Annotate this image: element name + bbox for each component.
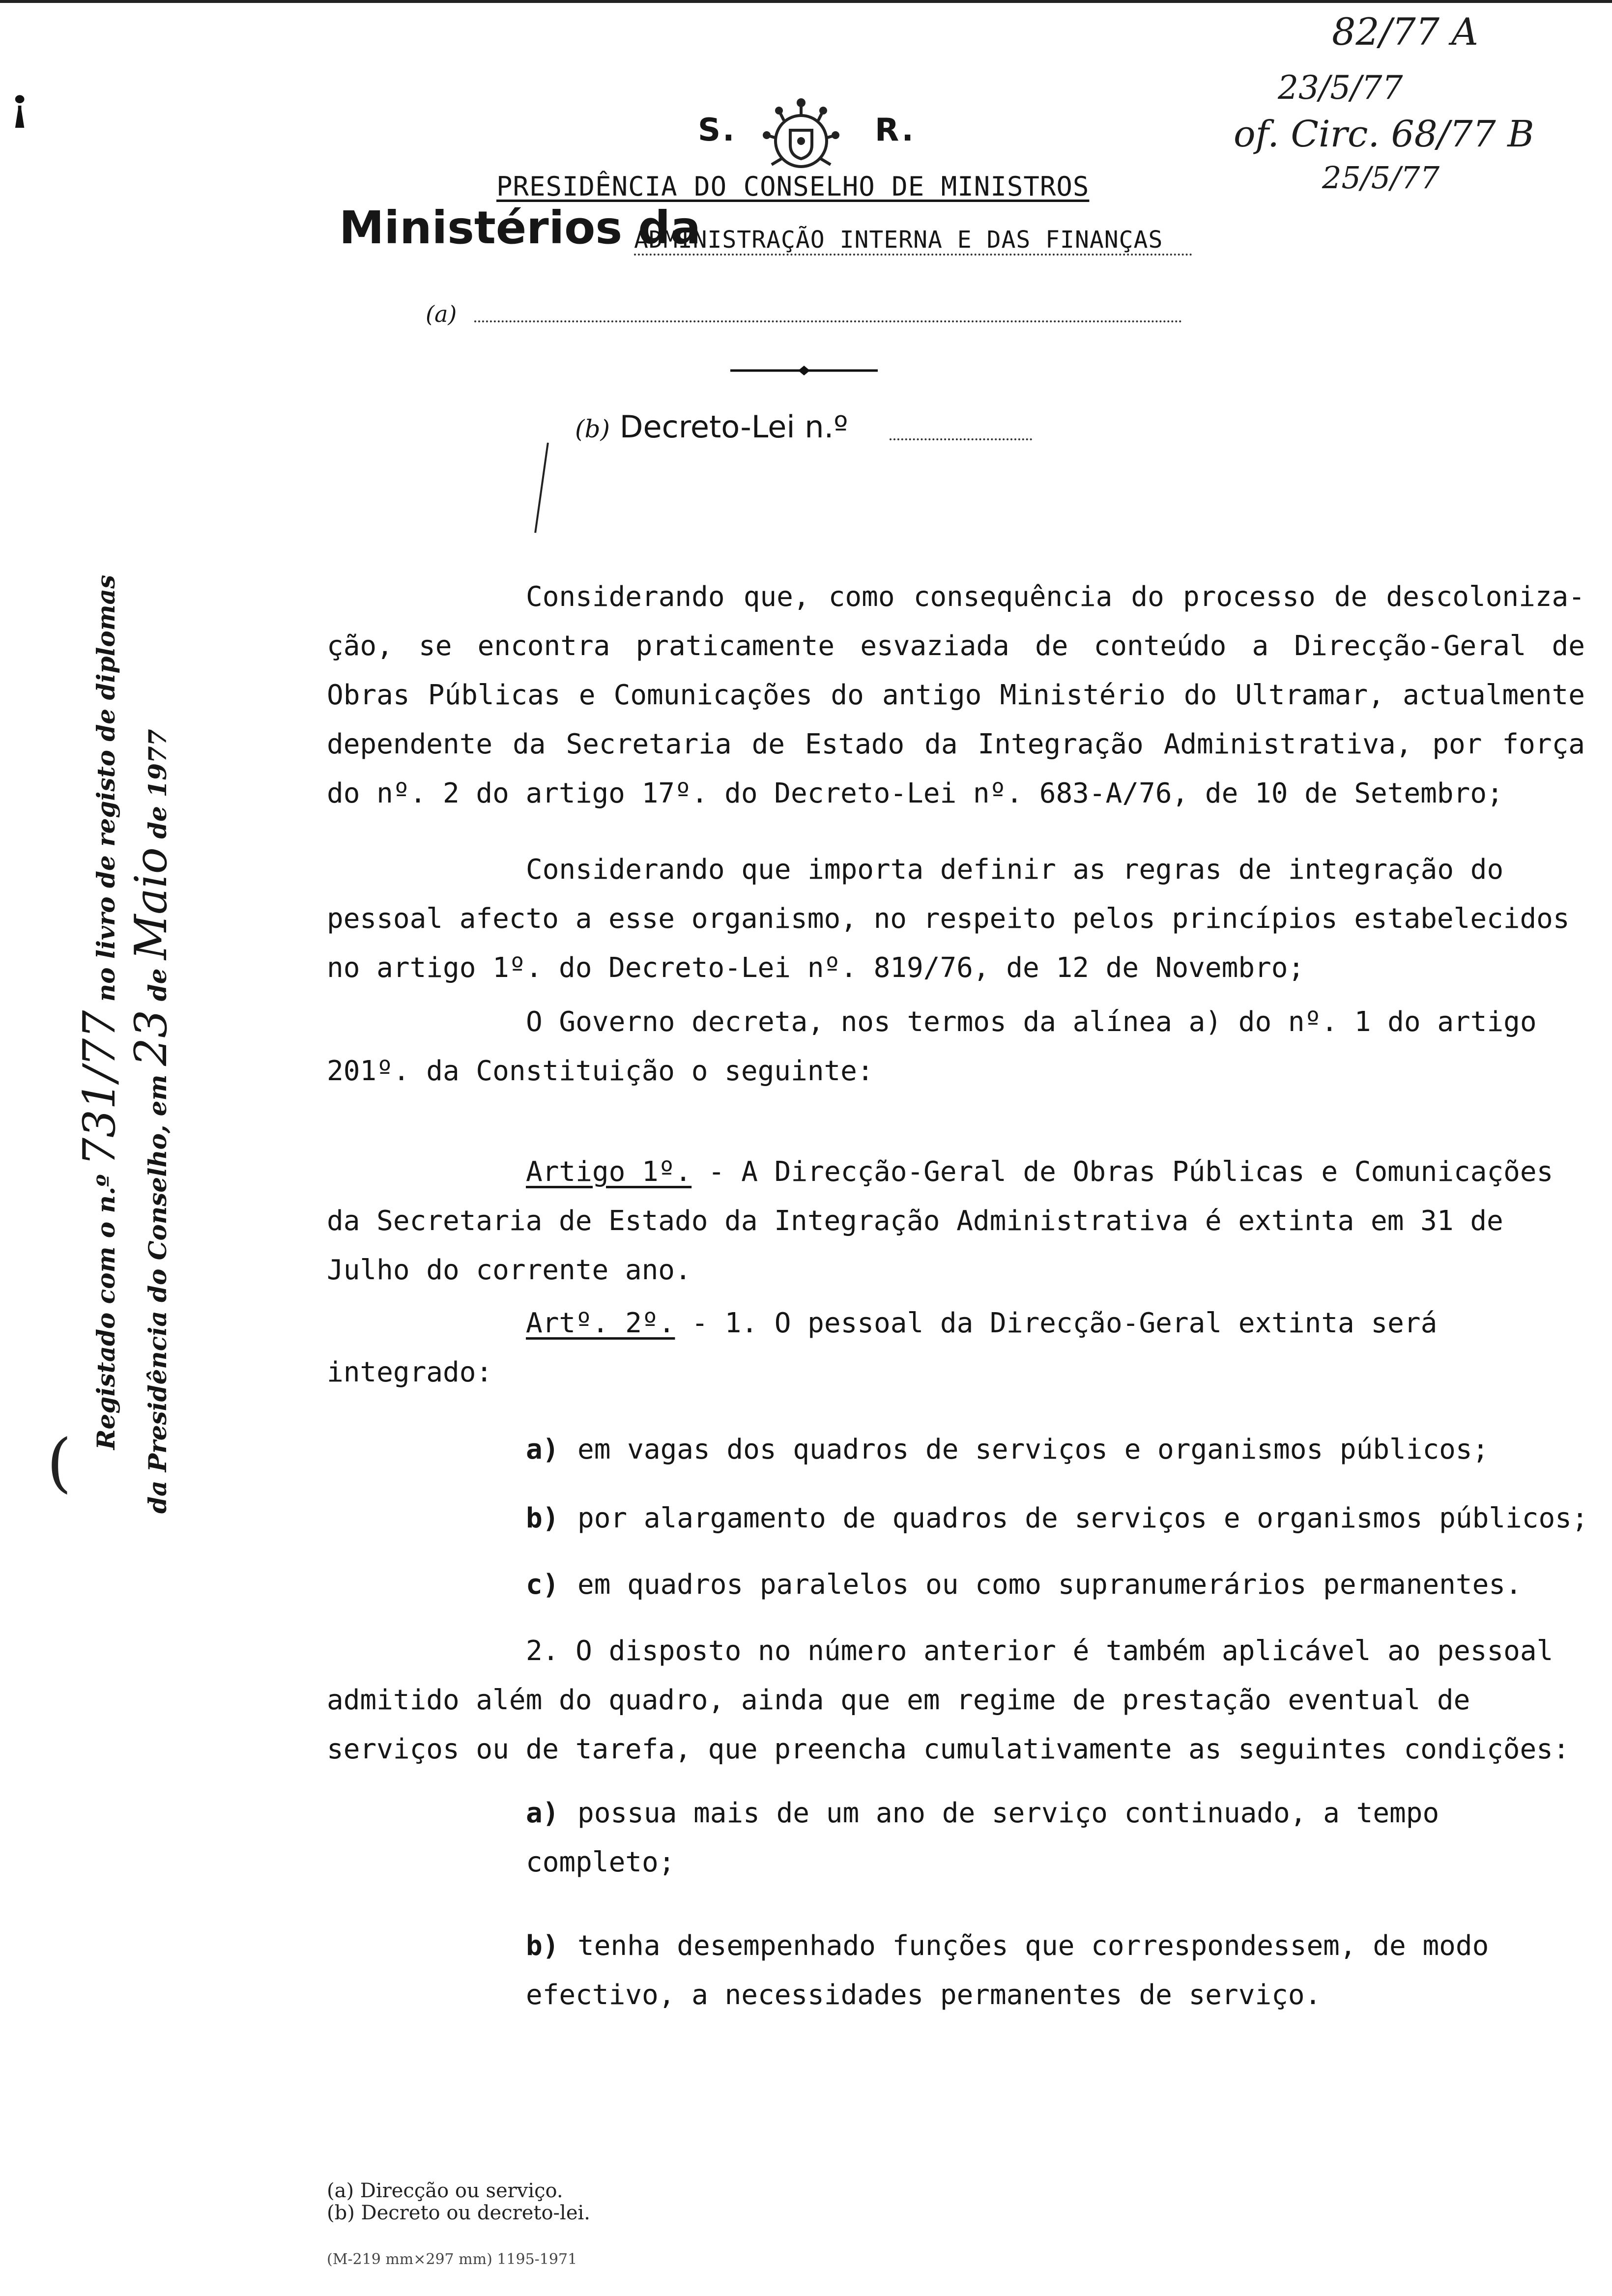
list-item-key: c) (526, 1569, 559, 1601)
handwritten-date-2: 25/5/77 (1322, 160, 1440, 196)
footnote-a: (a) Direcção ou serviço. (327, 2180, 563, 2202)
registration-text: Registado com o n.º (91, 1174, 120, 1450)
pen-stroke (534, 443, 549, 533)
paragraph-3: O Governo decreta, nos termos da alínea a) do nº. 1 do artigo 201º. da Constituição o seguinte: (327, 1006, 1554, 1087)
list-item-text: em vagas dos quadros de serviços e organismos públicos; (577, 1434, 1489, 1465)
handwritten-date: 23/5/77 (1278, 69, 1403, 107)
margin-mark: ꜟ (9, 54, 31, 146)
article-2 (327, 1299, 1585, 1397)
list-item-text: possua mais de um ano de serviço continuado, a tempo completo; (526, 1797, 1439, 1878)
registration-text: no livro de registo de diplomas (91, 574, 120, 1002)
ministries-value: ADMINISTRAÇÃO INTERNA E DAS FINANÇAS (634, 226, 1192, 256)
handwritten-reference: 82/77 A (1332, 10, 1479, 54)
list-item-text: em quadros paralelos ou como supranumerários permanentes. (577, 1569, 1522, 1601)
paragraph-4: 2. O disposto no número anterior é também aplicável ao pessoal admitido além do quadro, ainda que em regime de prestação eventual de serviços ou de tarefa, que preencha cumulativamente as seguintes condições: (327, 1635, 1570, 1765)
list-item (526, 1922, 1592, 2020)
form-code: (M-219 mm×297 mm) 1195-1971 (327, 2251, 577, 2268)
registration-line-1 (74, 575, 125, 1450)
registration-month: Maio (125, 847, 177, 960)
list-item-text: tenha desempenhado funções que correspondessem, de modo efectivo, a necessidades permanentes de serviço. (526, 1930, 1489, 2011)
list-item-text: por alargamento de quadros de serviços e organismos públicos; (577, 1502, 1588, 1534)
list-item (526, 1425, 1592, 1474)
list-item-key: a) (526, 1797, 559, 1829)
margin-parenthesis: ( (47, 1425, 72, 1500)
list-item (526, 1789, 1592, 1887)
article-2-title: Artº. 2º. (526, 1307, 675, 1339)
paragraph-2: Considerando que importa definir as regras de integração do pessoal afecto a esse organismo, no respeito pelos princípios estabelecidos no artigo 1º. do Decreto-Lei nº. 819/76, de 12 de Novembro; (327, 854, 1586, 984)
article-1-title: Artigo 1º. (526, 1156, 692, 1188)
coat-of-arms-icon (752, 96, 850, 179)
registration-text: da Presidência do Conselho, em (143, 1074, 172, 1514)
list-item (526, 1560, 1592, 1609)
article-1-text: - A Direcção-Geral de Obras Públicas e Comunicações da Secretaria de Estado da Integração Administrativa é extinta em 31 de Julho do corrente ano. (327, 1156, 1570, 1286)
field-a-label: (a) (426, 301, 457, 327)
list-item-key: b) (526, 1502, 559, 1534)
article-1 (327, 1148, 1585, 1295)
decree-label: Decreto-Lei n.º (619, 409, 848, 445)
letterhead-r: R. (875, 112, 916, 148)
paragraph-1: Considerando que, como consequência do processo de descoloniza-ção, se encontra praticamente esvaziada de conteúdo a Direcção-Geral de Obras Públicas e Comunicações do antigo Ministério do Ultramar, actualmente dependente da Secretaria de Estado da Integração Administrativa, por força do nº. 2 do artigo 17º. do Decreto-Lei nº. 683-A/76, de 10 de Setembro; (327, 581, 1602, 809)
top-border (0, 0, 1612, 3)
list-item (526, 1494, 1592, 1543)
letterhead-s: S. (698, 112, 737, 148)
registration-line-2 (125, 729, 177, 1514)
registration-text: de (143, 968, 172, 1002)
registration-year: de 1977 (143, 729, 172, 839)
decree-marker: (b) (575, 415, 610, 443)
decree-number-line (890, 438, 1032, 440)
article-2-text: - 1. O pessoal da Direcção-Geral extinta será integrado: (327, 1307, 1454, 1388)
handwritten-circular: of. Circ. 68/77 B (1234, 113, 1534, 155)
presidency-title: PRESIDÊNCIA DO CONSELHO DE MINISTROS (496, 171, 1090, 202)
list-item-key: b) (526, 1930, 559, 1962)
registration-number: 731/77 (74, 1010, 125, 1166)
field-a-dotted-line (474, 320, 1182, 322)
ornament-divider (730, 365, 878, 376)
ministries-label: Ministérios da (339, 201, 701, 254)
list-item-key: a) (526, 1434, 559, 1465)
footnote-b: (b) Decreto ou decreto-lei. (327, 2202, 591, 2224)
decree-heading (575, 409, 848, 445)
registration-day: 23 (125, 1009, 177, 1066)
